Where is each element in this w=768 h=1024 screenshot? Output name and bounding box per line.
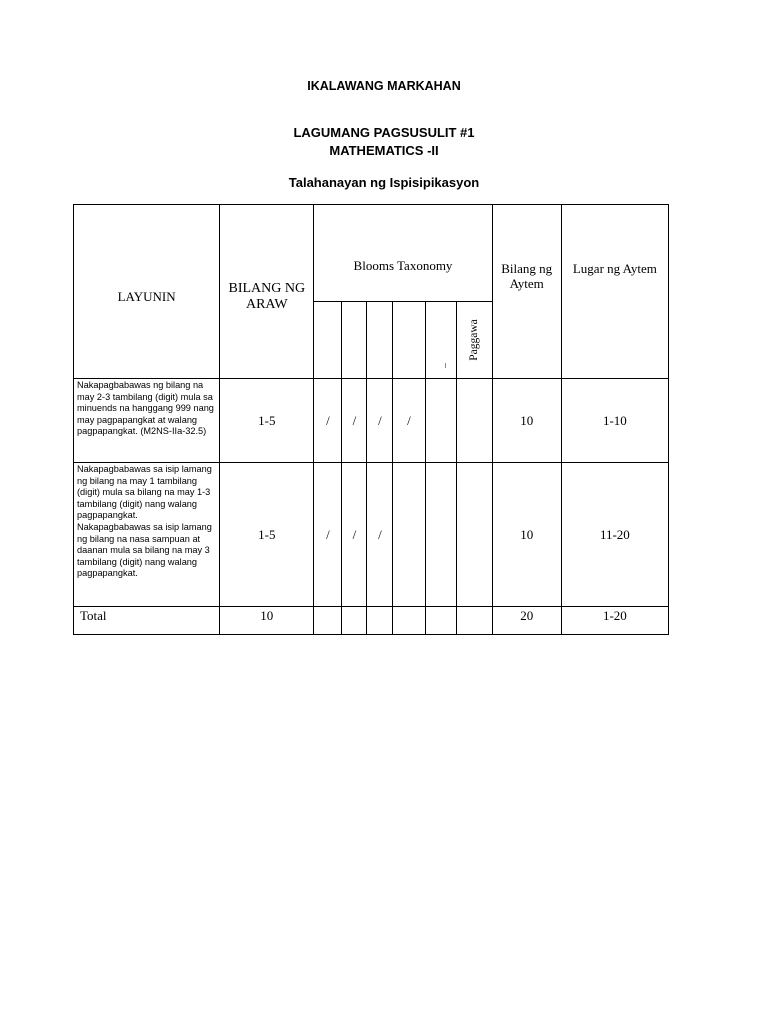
- header-objective: [74, 205, 220, 379]
- row-placement: 11-20: [561, 463, 668, 607]
- total-label: Total: [74, 607, 220, 635]
- total-placement: 1-20: [561, 607, 668, 635]
- blooms-sub-4: [393, 302, 425, 379]
- header-days-label: BILANG NG ARAW: [228, 280, 306, 312]
- row-mark: /: [393, 379, 425, 463]
- table-row: [74, 379, 669, 463]
- row-mark: [456, 463, 492, 607]
- table-title: Talahanayan ng Ispisipikasyon: [288, 175, 480, 190]
- blooms-sub-label: Paggawa: [468, 319, 481, 361]
- row-mark: /: [342, 379, 367, 463]
- blooms-sub-1: [314, 302, 342, 379]
- quarter-title: IKALAWANG MARKAHAN: [307, 79, 461, 93]
- total-row: [74, 607, 669, 635]
- total-mark: [342, 607, 367, 635]
- total-mark: [456, 607, 492, 635]
- header-days: [220, 205, 314, 379]
- total-mark: [367, 607, 393, 635]
- header-objective-label: LAYUNIN: [117, 289, 176, 304]
- row-items: 10: [492, 379, 561, 463]
- blooms-sub-3: [367, 302, 393, 379]
- row-mark: [456, 379, 492, 463]
- header-placement: [561, 205, 668, 379]
- row-objective: Nakapagbabawas sa isip lamang ng bilang na may 1 tambilang (digit) mula sa bilang na may 1-3 tambilang (digit) nang walang pagpapangkat. Nakapagbabawas sa isip lamang ng bilang na nasa sampuan at daanan mula sa bilang na may 3 tambilang (digit) nang walang pagpapangkat.: [74, 463, 220, 607]
- header-items-label: Bilang ng Aytem: [501, 261, 553, 291]
- total-mark: [314, 607, 342, 635]
- row-placement: 1-10: [561, 379, 668, 463]
- total-items: 20: [492, 607, 561, 635]
- blooms-sub-6: [456, 302, 492, 379]
- table-row: [74, 463, 669, 607]
- row-mark: /: [342, 463, 367, 607]
- row-mark: [425, 379, 456, 463]
- row-items: 10: [492, 463, 561, 607]
- test-title: LAGUMANG PAGSUSULIT #1: [293, 125, 475, 140]
- blooms-sub-5: [425, 302, 456, 379]
- total-days: 10: [220, 607, 314, 635]
- row-days: 1-5: [220, 463, 314, 607]
- blooms-sub-2: [342, 302, 367, 379]
- total-mark: [393, 607, 425, 635]
- row-mark: /: [367, 379, 393, 463]
- total-mark: [425, 607, 456, 635]
- header-blooms-label: Blooms Taxonomy: [353, 258, 453, 273]
- header-items: [492, 205, 561, 379]
- subject-title: MATHEMATICS -II: [329, 143, 439, 158]
- row-mark: /: [314, 463, 342, 607]
- row-objective: Nakapagbabawas ng bilang na may 2-3 tambilang (digit) mula sa minuends na hanggang 999 nang may pagpapangkat at walang pagpapangkat. (M2NS-IIa-32.5): [74, 379, 220, 463]
- row-mark: [425, 463, 456, 607]
- row-mark: /: [314, 379, 342, 463]
- row-mark: [393, 463, 425, 607]
- row-days: 1-5: [220, 379, 314, 463]
- row-mark: /: [367, 463, 393, 607]
- header-placement-label: Lugar ng Aytem: [572, 261, 657, 276]
- specification-table: [73, 204, 669, 635]
- header-blooms: [314, 205, 492, 302]
